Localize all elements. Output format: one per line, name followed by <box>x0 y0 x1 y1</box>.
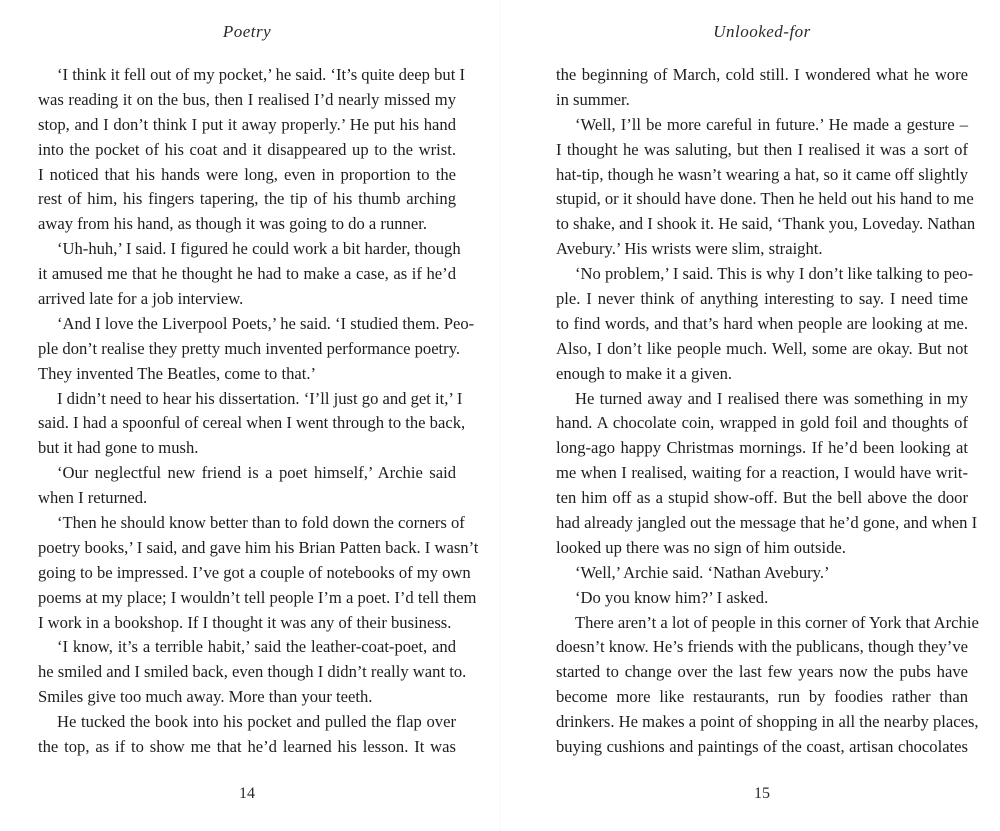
text-line: hat-tip, though he wasn’t wearing a hat, so it came off slightly <box>556 164 968 184</box>
text-line: doesn’t know. He’s friends with the publicans, though they’ve <box>556 637 968 657</box>
text-line: said. I had a spoonful of cereal when I went through to the back, <box>38 413 466 433</box>
text-line: into the pocket of his coat and it disappeared up to the wrist. <box>38 139 456 159</box>
text-line: Also, I don’t like people much. Well, some are okay. But not <box>556 338 968 358</box>
text-line: stop, and I don’t think I put it away properly.’ He put his hand <box>38 114 456 134</box>
text-line: was reading it on the bus, then I realised I’d nearly missed my <box>38 89 456 109</box>
text-line: ple don’t realise they pretty much invented performance poetry. <box>38 338 461 358</box>
left-page <box>38 0 479 831</box>
text-line: Smiles give too much away. More than your teeth. <box>38 687 373 707</box>
text-line: me when I realised, waiting for a reaction, I would have writ- <box>556 463 968 483</box>
text-line: poems at my place; I wouldn’t tell people I’m a poet. I’d tell them <box>38 587 477 607</box>
text-line: ‘No problem,’ I said. This is why I don’t like talking to peo- <box>575 264 974 284</box>
text-line: ‘Uh-huh,’ I said. I figured he could work a bit harder, though <box>57 239 461 259</box>
running-head-right: Unlooked-for <box>713 22 811 41</box>
text-line: looked up there was no sign of him outside. <box>556 537 846 557</box>
text-line: He turned away and I realised there was something in my <box>575 388 968 408</box>
text-line: ‘Well,’ Archie said. ‘Nathan Avebury.’ <box>575 562 830 582</box>
text-line: There aren’t a lot of people in this corner of York that Archie <box>575 612 979 632</box>
text-line: become more like restaurants, run by foodies rather than <box>556 687 968 707</box>
text-line: long-ago happy Christmas mornings. If he’d been looking at <box>556 438 968 458</box>
text-line: I didn’t need to hear his dissertation. ‘I’ll just go and get it,’ I <box>57 388 463 408</box>
text-line: rest of him, his fingers tapering, the tip of his thumb arching <box>38 189 456 209</box>
left-page-text <box>38 63 479 760</box>
text-line: hand. A chocolate coin, wrapped in gold foil and thoughts of <box>556 413 968 433</box>
text-line: ple. I never think of anything interesting to say. I need time <box>556 289 968 309</box>
text-line: I thought he was saluting, but then I realised it was a sort of <box>556 139 968 159</box>
text-line: ‘Do you know him?’ I asked. <box>575 587 769 607</box>
right-page-text <box>556 63 979 760</box>
text-line: enough to make it a given. <box>556 363 733 383</box>
text-line: ‘Then he should know better than to fold down the corners of <box>57 513 465 533</box>
text-line: started to change over the last few years now the pubs have <box>556 662 968 682</box>
text-line: I noticed that his hands were long, even in proportion to the <box>38 164 456 184</box>
right-page <box>556 0 979 831</box>
text-line: but it had gone to mush. <box>38 438 199 458</box>
text-line: ‘I think it fell out of my pocket,’ he said. ‘It’s quite deep but I <box>57 65 465 84</box>
text-line: ‘And I love the Liverpool Poets,’ he said. ‘I studied them. Peo- <box>57 313 475 333</box>
text-line: the beginning of March, cold still. I wondered what he wore <box>556 65 968 84</box>
text-line: he smiled and I smiled back, even though I didn’t really want to. <box>38 662 467 682</box>
text-line: in summer. <box>556 89 630 109</box>
page-number-right: 15 <box>754 785 770 802</box>
text-line: poetry books,’ I said, and gave him his Brian Patten back. I wasn’t <box>38 537 479 557</box>
text-line: Avebury.’ His wrists were slim, straight. <box>556 239 823 259</box>
text-line: ‘I know, it’s a terrible habit,’ said the leather-coat-poet, and <box>57 637 456 657</box>
text-line: it amused me that he thought he had to make a case, as if he’d <box>38 264 456 284</box>
text-line: ten him off as a stupid show-off. But the bell above the door <box>556 488 968 508</box>
text-line: He tucked the book into his pocket and pulled the flap over <box>57 712 456 732</box>
text-line: had already jangled out the message that he’d gone, and when I <box>556 513 978 533</box>
text-line: arrived late for a job interview. <box>38 289 244 309</box>
text-line: drinkers. He makes a point of shopping in all the nearby places, <box>556 712 979 732</box>
text-line: when I returned. <box>38 488 148 508</box>
running-head-left: Poetry <box>222 22 272 41</box>
text-line: I work in a bookshop. If I thought it was any of their business. <box>38 612 452 632</box>
text-line: ‘Well, I’ll be more careful in future.’ He made a gesture – <box>575 114 968 134</box>
text-line: They invented The Beatles, come to that.’ <box>38 363 317 383</box>
text-line: buying cushions and paintings of the coast, artisan chocolates <box>556 737 968 757</box>
text-line: ‘Our neglectful new friend is a poet himself,’ Archie said <box>57 463 456 483</box>
text-line: going to be impressed. I’ve got a couple of notebooks of my own <box>38 562 471 582</box>
page-number-left: 14 <box>239 785 255 802</box>
text-line: to shake, and I shook it. He said, ‘Thank you, Loveday. Nathan <box>556 214 976 234</box>
text-line: stupid, or it should have done. Then he held out his hand to me <box>556 189 974 209</box>
text-line: away from his hand, as though it was going to do a runner. <box>38 214 427 234</box>
book-gutter <box>499 0 501 831</box>
text-line: to find words, and that’s hard when people are looking at me. <box>556 313 968 333</box>
text-line: the top, as if to show me that he’d learned his lesson. It was <box>38 737 456 757</box>
